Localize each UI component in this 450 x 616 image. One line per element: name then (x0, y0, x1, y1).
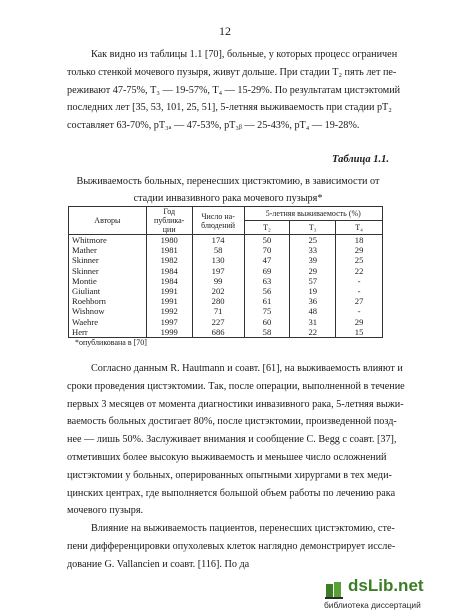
table-body (69, 235, 383, 338)
table-caption (67, 173, 389, 207)
table-cell: 1980 (146, 235, 192, 246)
paragraph-2 (67, 360, 405, 520)
text-line: Как видно из таблицы 1.1 [70], больные, у которых процесс ограничен (91, 49, 398, 60)
cell-author: Skinner (69, 255, 147, 265)
table-cell: 15 (336, 327, 383, 338)
text-line: реживают 47-75%, T₃ — 19-57%, T₄ — 15-29%. По результатам цистэктомий (67, 84, 401, 96)
table-cell: 202 (192, 286, 244, 296)
header-survival: 5-летняя выживаемость (%) (244, 207, 382, 221)
table-cell: 63 (244, 276, 290, 286)
table-cell: 31 (290, 317, 336, 327)
table-cell: 58 (192, 245, 244, 255)
table-cell: 1991 (146, 286, 192, 296)
table-row (69, 306, 383, 316)
paragraph-3 (67, 520, 396, 573)
watermark-subtitle: библиотека диссертаций (324, 600, 421, 610)
table-cell: 33 (290, 245, 336, 255)
table-cell: 69 (244, 266, 290, 276)
table-cell: 686 (192, 327, 244, 338)
header-count: Число на-блюдений (192, 207, 244, 235)
table-row (69, 327, 383, 338)
caption-line: стадии инвазивного рака мочевого пузыря* (133, 193, 323, 204)
text-line: первых 3 месяцев от момента диагностики инвазивного рака, 5-летняя выжи- (67, 398, 404, 410)
table-cell: 1982 (146, 255, 192, 265)
caption-line: Выживаемость больных, перенесших цистэктомию, в зависимости от (76, 176, 380, 187)
table-cell: 36 (290, 296, 336, 306)
table-cell: 174 (192, 235, 244, 246)
table-cell: 130 (192, 255, 244, 265)
table-cell: 39 (290, 255, 336, 265)
footnote: *опубликована в [70] (75, 338, 147, 347)
table-label: Таблица 1.1. (332, 154, 389, 165)
table-cell: 197 (192, 266, 244, 276)
table-cell: - (336, 276, 383, 286)
table-cell: 280 (192, 296, 244, 306)
text-line: отметивших более высокую выживаемость и меньшее число осложнений (67, 451, 387, 463)
header-t3: T₃ (290, 221, 336, 235)
text-line: Согласно данным R. Hautmann и соавт. [61], на выживаемость влияют и (91, 363, 403, 374)
table-row (69, 317, 383, 327)
header-year: Год публика-ции (146, 207, 192, 235)
table-cell: 1984 (146, 266, 192, 276)
watermark-brand: dsLib.net (348, 576, 424, 595)
table-row (69, 255, 383, 265)
text-line: ваемость больных достигает 80%, после цистэктомии, произведенной позд- (67, 416, 397, 428)
cell-author: Wishnow (69, 306, 147, 316)
text-line: последних лет [35, 53, 101, 25, 51], 5-летняя выживаемость при стадии pT₂ (67, 102, 392, 114)
table-cell: 29 (290, 266, 336, 276)
table-cell: 227 (192, 317, 244, 327)
survival-table (68, 206, 383, 338)
header-t2: T₂ (244, 221, 290, 235)
cell-author: Whitmore (69, 235, 147, 246)
table-cell: 25 (336, 255, 383, 265)
table-cell: 47 (244, 255, 290, 265)
cell-author: Giuliant (69, 286, 147, 296)
table-cell: 58 (244, 327, 290, 338)
table-cell: 60 (244, 317, 290, 327)
header-authors: Авторы (69, 207, 147, 235)
table-cell: 27 (336, 296, 383, 306)
table-cell: 61 (244, 296, 290, 306)
table-cell: 1992 (146, 306, 192, 316)
text-line: мочевого пузыря. (67, 505, 144, 517)
header-t4: T₄ (336, 221, 383, 235)
table-cell: 71 (192, 306, 244, 316)
dslib-logo-icon (325, 580, 345, 600)
table-row (69, 286, 383, 296)
page-number: 12 (219, 24, 231, 38)
table-cell: - (336, 306, 383, 316)
cell-author: Montie (69, 276, 147, 286)
text-line: цинских центрах, где выполняется большой объем работы по лечению рака (67, 487, 396, 499)
text-line: нее — лишь 50%. Заслуживает внимания и сообщение C. Begg с соавт. [37], (67, 434, 397, 446)
table-cell: 75 (244, 306, 290, 316)
table-cell: 1981 (146, 245, 192, 255)
text-line: составляет 63-70%, pT₃ₐ — 47-53%, pT₃ᵦ — 25-43%, pT₄ — 19-28%. (67, 120, 360, 132)
text-line: сроки проведения цистэктомии. Так, после операции, выполненной в течение (67, 380, 405, 392)
cell-author: Skinner (69, 266, 147, 276)
table-row (69, 266, 383, 276)
table-cell: 50 (244, 235, 290, 246)
table-cell: 99 (192, 276, 244, 286)
cell-author: Waehre (69, 317, 147, 327)
table-cell: 70 (244, 245, 290, 255)
table-cell: - (336, 286, 383, 296)
table-cell: 1999 (146, 327, 192, 338)
table-cell: 1997 (146, 317, 192, 327)
table-row (69, 235, 383, 246)
table-cell: 57 (290, 276, 336, 286)
table-cell: 19 (290, 286, 336, 296)
paragraph-1 (67, 46, 401, 135)
table-cell: 29 (336, 245, 383, 255)
table-cell: 56 (244, 286, 290, 296)
text-line: цистэктомии у больных, оперированных опытными хирургами в тех меди- (67, 469, 392, 481)
text-line: Влияние на выживаемость пациентов, перенесших цистэктомию, сте- (91, 523, 395, 534)
table-row (69, 296, 383, 306)
watermark[interactable] (322, 578, 444, 612)
table-cell: 25 (290, 235, 336, 246)
table-cell: 22 (336, 266, 383, 276)
table-cell: 1984 (146, 276, 192, 286)
table-cell: 48 (290, 306, 336, 316)
text-line: дование G. Vallancien и соавт. [116]. По да (67, 558, 250, 570)
cell-author: Roehborn (69, 296, 147, 306)
table-cell: 1991 (146, 296, 192, 306)
text-line: пени дифференцировки опухолевых клеток наглядно демонстрирует иссле- (67, 540, 396, 552)
table-cell: 22 (290, 327, 336, 338)
cell-author: Herr (69, 327, 147, 338)
text-line: только стенкой мочевого пузыря, живут дольше. При стадии T₂ пять лет пе- (67, 66, 397, 78)
table-cell: 18 (336, 235, 383, 246)
cell-author: Mather (69, 245, 147, 255)
table-cell: 29 (336, 317, 383, 327)
table-row (69, 276, 383, 286)
table-row (69, 245, 383, 255)
